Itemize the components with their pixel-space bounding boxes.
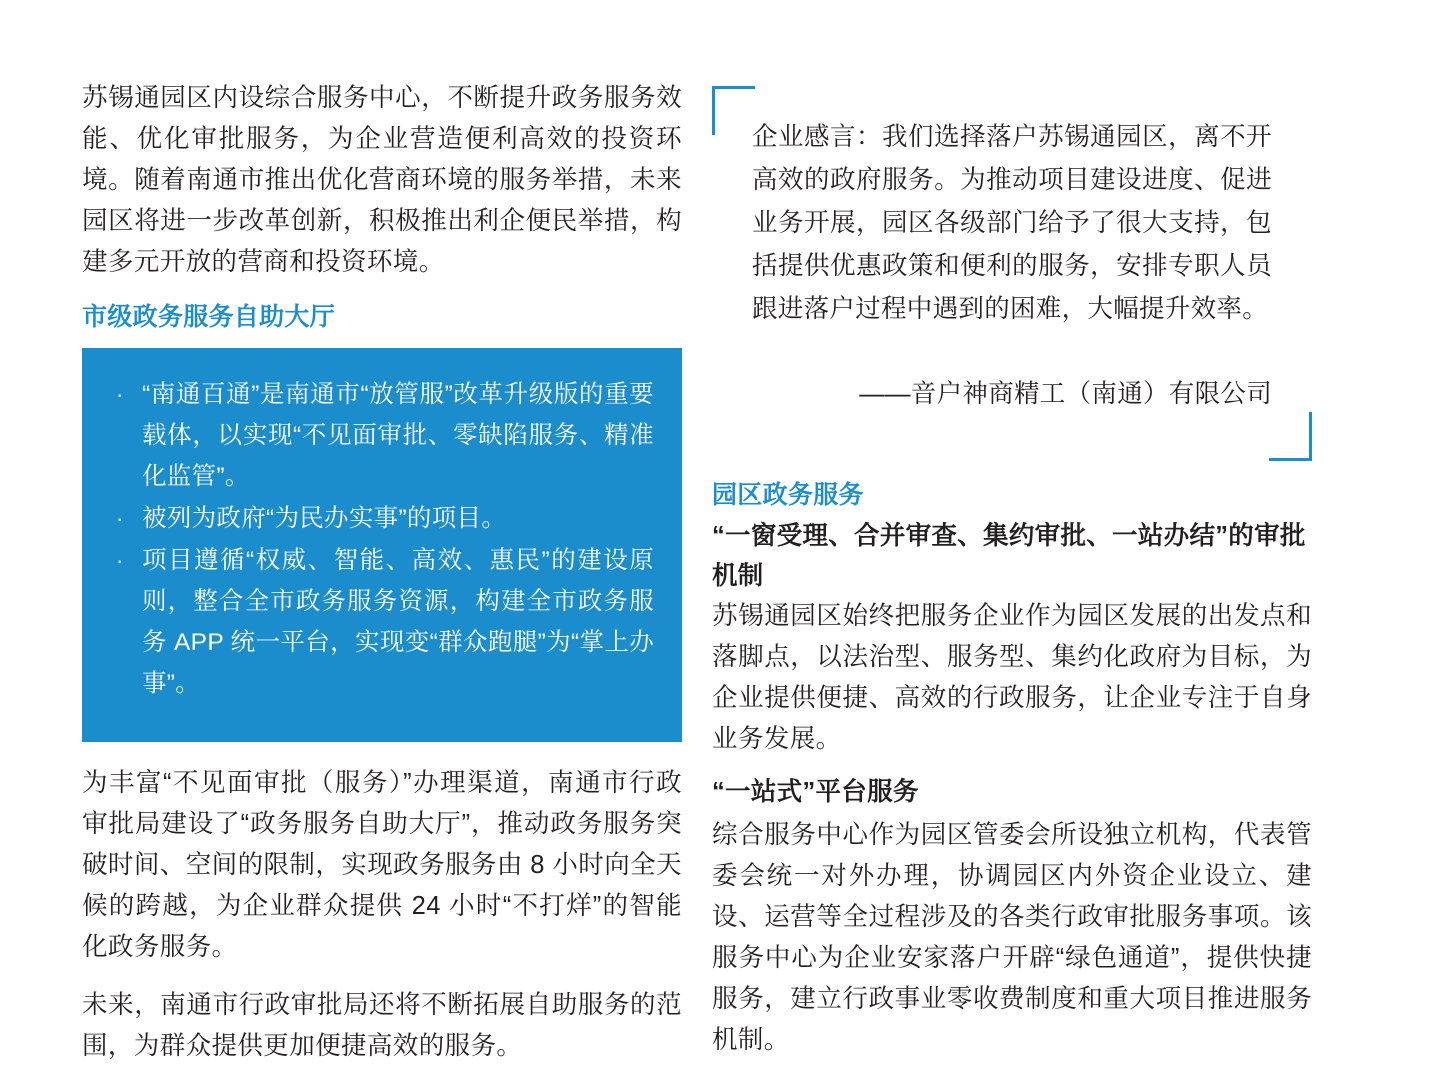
- list-item: [108, 374, 654, 497]
- quote-attribution: ——音户神商精工（南通）有限公司: [859, 380, 1272, 408]
- right-subheading-2: “一站式”平台服务: [712, 778, 919, 806]
- quote-text: 企业感言：我们选择落户苏锡通园区，离不开高效的政府服务。为推动项目建设进度、促进业务开展，园区各级部门给予了很大支持，包括提供优惠政策和便利的服务，安排专职人员跟进落户过程中遇到的困难，大幅提升效率。: [752, 123, 1272, 323]
- list-item: [108, 540, 654, 704]
- list-item: [108, 498, 654, 539]
- right-paragraph-2: 综合服务中心作为园区管委会所设独立机构，代表管委会统一对外办理，协调园区内外资企业设立、建设、运营等全过程涉及的各类行政审批服务事项。该服务中心为企业安家落户开辟“绿色通道”，提供快捷服务，建立行政事业零收费制度和重大项目推进服务机制。: [712, 821, 1312, 1054]
- list-item-text: “南通百通”是南通市“放管服”改革升级版的重要载体，以实现“不见面审批、零缺陷服务、精准化监管”。: [142, 381, 654, 490]
- testimonial-quote-block: [712, 86, 1312, 461]
- left-intro-paragraph: 苏锡通园区内设综合服务中心，不断提升政务服务效能、优化审批服务，为企业营造便利高效的投资环境。随着南通市推出优化营商环境的服务举措，未来园区将进一步改革创新，积极推出利企便民举措，构建多元开放的营商和投资环境。: [82, 84, 682, 276]
- bullet-list: [108, 374, 654, 704]
- bullet-dot-icon: ·: [116, 506, 124, 531]
- right-paragraph-1: 苏锡通园区始终把服务企业作为园区发展的出发点和落脚点，以法治型、服务型、集约化政府为目标，为企业提供便捷、高效的行政服务，让企业专注于自身业务发展。: [712, 602, 1312, 753]
- highlight-box: [82, 348, 682, 742]
- right-subheading-1: “一窗受理、合并审查、集约审批、一站办结”的审批机制: [712, 522, 1306, 590]
- bullet-dot-icon: ·: [116, 548, 124, 573]
- list-item-text: 项目遵循“权威、智能、高效、惠民”的建设原则，整合全市政务服务资源，构建全市政务服务 APP 统一平台，实现变“群众跑腿”为“掌上办事”。: [142, 547, 654, 697]
- left-paragraph-after-2: 未来，南通市行政审批局还将不断拓展自助服务的范围，为群众提供更加便捷高效的服务。: [82, 991, 682, 1060]
- bullet-dot-icon: ·: [116, 382, 124, 407]
- left-section-heading: 市级政务服务自助大厅: [82, 303, 336, 331]
- left-after-box-text: [82, 763, 682, 1067]
- bracket-top-left-icon: [712, 86, 755, 135]
- left-paragraph-after-1: 为丰富“不见面审批（服务）”办理渠道，南通市行政审批局建设了“政务服务自助大厅”，推动政务服务突破时间、空间的限制，实现政务服务由 8 小时向全天候的跨越，为企业群众提供 24 小时“不打烊”的智能化政务服务。: [82, 769, 682, 961]
- right-section-heading: 园区政务服务: [712, 481, 864, 509]
- bracket-bottom-right-icon: [1269, 412, 1312, 461]
- list-item-text: 被列为政府“为民办实事”的项目。: [142, 505, 507, 532]
